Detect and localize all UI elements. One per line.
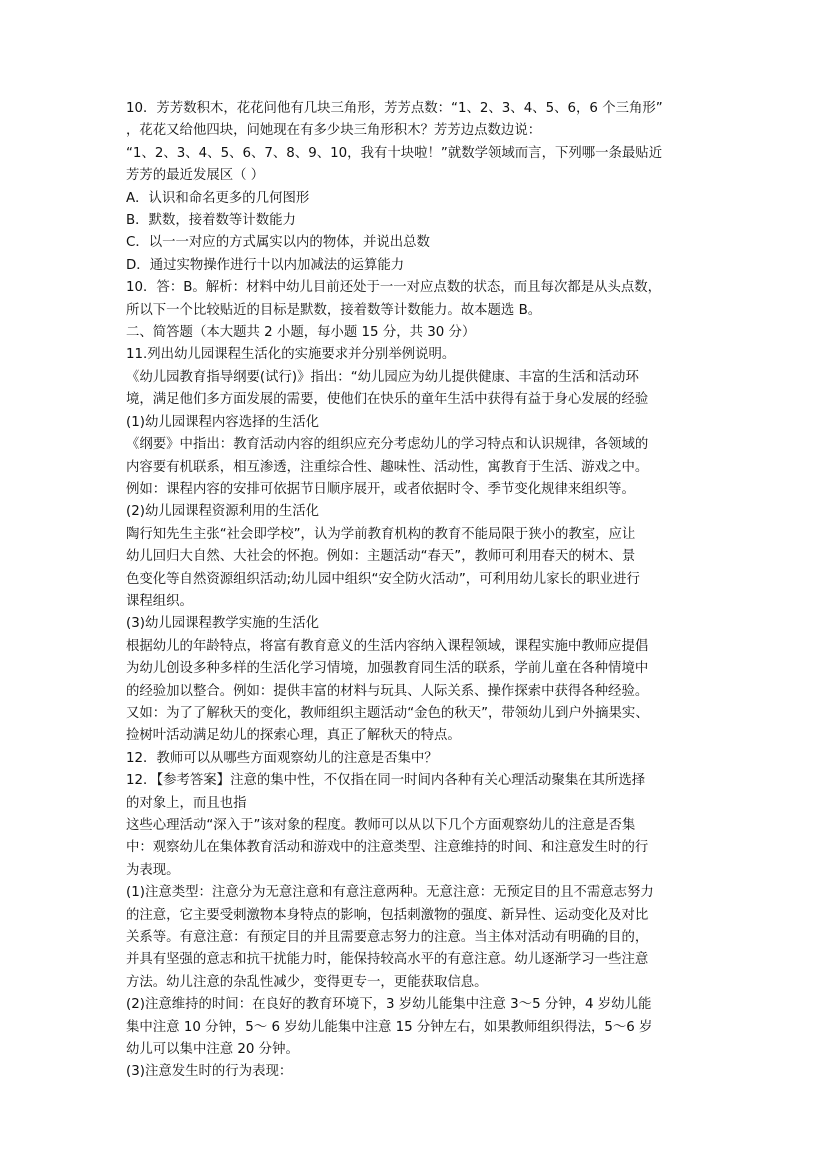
text-line: 并具有坚强的意志和抗干扰能力时，能保持较高水平的有意注意。幼儿逐渐学习一些注意: [126, 952, 649, 968]
text-line: 例如：课程内容的安排可依据节日顺序展开，或者依据时令、季节变化规律来组织等。: [126, 481, 635, 497]
text-line: 捡树叶活动满足幼儿的探索心理，真正了解秋天的特点。: [126, 728, 461, 744]
text-line: 幼儿回归大自然、大社会的怀抱。例如：主题活动“春天”，教师可利用春天的树木、景: [126, 549, 636, 565]
text-line: 这些心理活动“深入于”该对象的程度。教师可以从以下几个方面观察幼儿的注意是否集: [126, 818, 636, 833]
text-line: D．通过实物操作进行十以内加减法的运算能力: [126, 257, 405, 273]
text-line: “1、2、3、4、5、6、7、8、9、10，我有十块啦！”就数学领域而言，下列哪一条最贴近: [126, 145, 663, 161]
text-line: 10．答：B。解析：材料中幼儿目前还处于一一对应点数的状态，而且每次都是从头点数，: [126, 280, 662, 296]
text-line: 内容要有机联系，相互渗透，注重综合性、趣味性、活动性，寓教育于生活、游戏之中。: [126, 459, 649, 475]
text-line: (3)幼儿园课程教学实施的生活化: [126, 616, 320, 632]
text-line: 芳芳的最近发展区（ ）: [126, 168, 265, 184]
text-line: (3)注意发生时的行为表现：: [126, 1064, 293, 1080]
text-line: 色变化等自然资源组织活动;幼儿园中组织“安全防火活动”，可利用幼儿家长的职业进行: [126, 571, 640, 587]
text-line: 所以下一个比较贴近的目标是默数，接着数等计数能力。故本题选 B。: [126, 302, 542, 318]
text-line: 的对象上，而且也指: [126, 795, 247, 811]
text-line: (1)幼儿园课程内容选择的生活化: [126, 414, 320, 430]
text-line: 境，满足他们多方面发展的需要，使他们在快乐的童年生活中获得有益于身心发展的经验: [126, 392, 649, 408]
text-line: 课程组织。: [126, 593, 193, 609]
text-line: 幼儿可以集中注意 20 分钟。: [126, 1042, 299, 1058]
text-line: 11.列出幼儿园课程生活化的实施要求并分别举例说明。: [126, 347, 456, 363]
text-line: 根据幼儿的年龄特点，将富有教育意义的生活内容纳入课程领域，课程实施中教师应提倡: [126, 638, 649, 654]
text-line: (2)幼儿园课程资源利用的生活化: [126, 504, 320, 520]
text-line: 关系等。有意注意：有预定目的并且需要意志努力的注意。当主体对活动有明确的目的，: [126, 930, 649, 946]
text-line: 方法。幼儿注意的杂乱性减少，变得更专一，更能获取信息。: [126, 974, 488, 990]
text-line: (2)注意维持的时间：在良好的教育环境下，3 岁幼儿能集中注意 3～5 分钟，4 岁幼儿能: [126, 997, 652, 1013]
text-line: 10．芳芳数积木，花花问他有几块三角形，芳芳点数：“1、2、3、4、5、6，6 个三角形”: [126, 101, 663, 116]
text-line: 为幼儿创设多种多样的生活化学习情境，加强教育同生活的联系，学前儿童在各种情境中: [126, 661, 649, 677]
text-line: C．以一一对应的方式属实以内的物体，并说出总数: [126, 235, 430, 251]
text-line: 《纲要》中指出：教育活动内容的组织应充分考虑幼儿的学习特点和认识规律，各领域的: [126, 437, 649, 453]
text-line: (1)注意类型：注意分为无意注意和有意注意两种。无意注意：无预定目的且不需意志努力: [126, 885, 654, 901]
text-line: ，花花又给他四块，问她现在有多少块三角形积木？芳芳边点数边说：: [126, 123, 542, 139]
text-line: 《幼儿园教育指导纲要(试行)》指出：“幼儿园应为幼儿提供健康、丰富的生活和活动环: [126, 369, 639, 385]
text-line: 又如：为了了解秋天的变化，教师组织主题活动“金色的秋天”，带领幼儿到户外摘果实、: [126, 705, 649, 721]
text-line: 的经验加以整合。例如：提供丰富的材料与玩具、人际关系、操作探索中获得各种经验。: [126, 683, 649, 699]
text-line: 的注意，它主要受刺激物本身特点的影响，包括刺激物的强度、新异性、运动变化及对比: [126, 907, 649, 923]
text-line: B．默数，接着数等计数能力: [126, 213, 296, 229]
document-body: [126, 98, 711, 1084]
text-line: 中：观察幼儿在集体教育活动和游戏中的注意类型、注意维持的时间、和注意发生时的行: [126, 840, 649, 856]
text-line: A．认识和命名更多的几何图形: [126, 190, 310, 206]
text-line: 集中注意 10 分钟，5～ 6 岁幼儿能集中注意 15 分钟左右，如果教师组织得法，5～6 岁: [126, 1019, 653, 1035]
text-line: 12．【参考答案】注意的集中性，不仅指在同一时间内各种有关心理活动聚集在其所选择: [126, 773, 646, 789]
text-line: 二、简答题（本大题共 2 小题，每小题 15 分，共 30 分）: [126, 325, 476, 341]
text-line: 为表现。: [126, 862, 180, 878]
text-line: 12．教师可以从哪些方面观察幼儿的注意是否集中？: [126, 750, 438, 766]
text-line: 陶行知先生主张“社会即学校”，认为学前教育机构的教育不能局限于狭小的教室，应让: [126, 526, 636, 542]
